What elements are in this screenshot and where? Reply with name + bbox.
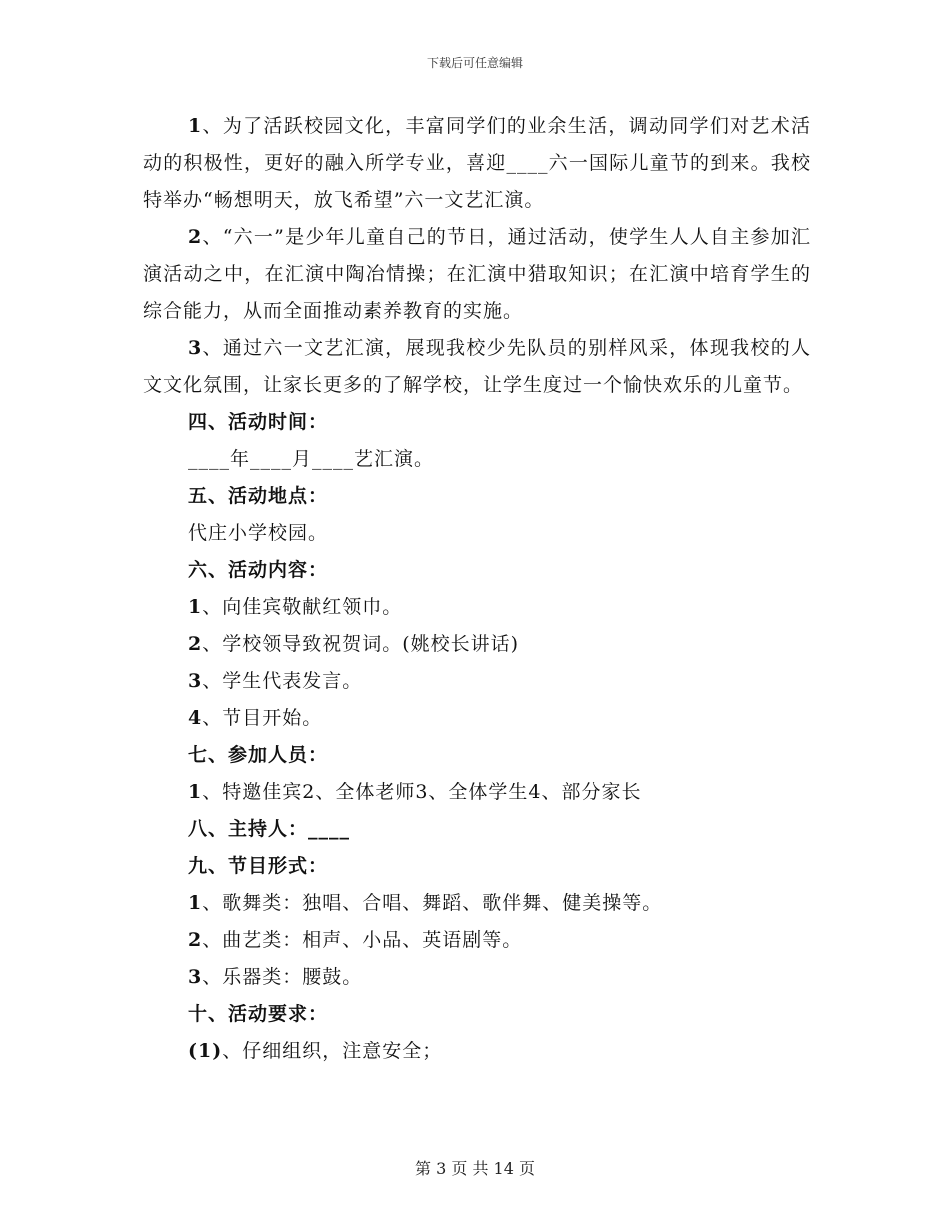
section-value-time: ____年____月____艺汇演。 <box>188 448 435 470</box>
item-text: 、特邀佳宾2、全体老师3、全体学生4、部分家长 <box>202 781 642 803</box>
item-number: (1) <box>188 1040 223 1062</box>
paragraph-number: 3 <box>188 337 203 359</box>
section-value-place: 代庄小学校园。 <box>188 522 329 544</box>
paragraph-number: 1 <box>188 115 203 137</box>
list-item <box>143 1033 811 1070</box>
item-number: 2 <box>188 633 203 655</box>
item-text: 、学校领导致祝贺词。(姚校长讲话) <box>202 633 520 655</box>
item-number: 4 <box>188 707 203 729</box>
item-text: 、节目开始。 <box>202 707 323 729</box>
paragraph-text: 、为了活跃校园文化，丰富同学们的业余生活，调动同学们对艺术活动的积极性，更好的融入所学专业，喜迎____六一国际儿童节的到来。我校特举办“畅想明天，放飞希望”六一文艺汇演。 <box>143 115 811 211</box>
item-number: 1 <box>188 892 203 914</box>
document-body <box>143 108 811 1070</box>
intro-paragraph-2 <box>143 219 811 330</box>
list-item <box>143 626 811 663</box>
list-item <box>143 700 811 737</box>
paragraph-number: 2 <box>188 226 203 248</box>
list-item <box>143 922 811 959</box>
intro-paragraph-3 <box>143 330 811 404</box>
paragraph-text: 、通过六一文艺汇演，展现我校少先队员的别样风采，体现我校的人文文化氛围，让家长更多的了解学校，让学生度过一个愉快欢乐的儿童节。 <box>143 337 811 396</box>
page-number-footer: 第 3 页 共 14 页 <box>415 1159 535 1178</box>
section-heading-time: 四、活动时间： <box>188 411 329 433</box>
list-item <box>143 663 811 700</box>
paragraph-text: 、“六一”是少年儿童自己的节日，通过活动，使学生人人自主参加汇演活动之中，在汇演中陶冶情操；在汇演中猎取知识；在汇演中培育学生的综合能力，从而全面推动素养教育的实施。 <box>143 226 811 322</box>
item-text: 、向佳宾敬献红领巾。 <box>202 596 403 618</box>
item-text: 、仔细组织，注意安全； <box>222 1040 443 1062</box>
section-heading-requirements: 十、活动要求： <box>188 1003 329 1025</box>
item-text: 、学生代表发言。 <box>202 670 363 692</box>
item-number: 1 <box>188 781 203 803</box>
list-item <box>143 959 811 996</box>
section-heading-participants: 七、参加人员： <box>188 744 329 766</box>
intro-paragraph-1 <box>143 108 811 219</box>
participants-line <box>143 774 811 811</box>
item-number: 3 <box>188 966 203 988</box>
item-number: 3 <box>188 670 203 692</box>
item-text: 、歌舞类：独唱、合唱、舞蹈、歌伴舞、健美操等。 <box>202 892 663 914</box>
list-item <box>143 589 811 626</box>
list-item <box>143 885 811 922</box>
section-heading-place: 五、活动地点： <box>188 485 329 507</box>
section-heading-host: 八、主持人：____ <box>188 818 351 840</box>
item-number: 2 <box>188 929 203 951</box>
item-text: 、乐器类：腰鼓。 <box>202 966 363 988</box>
item-number: 1 <box>188 596 203 618</box>
page-header-note: 下载后可任意编辑 <box>426 56 523 70</box>
item-text: 、曲艺类：相声、小品、英语剧等。 <box>202 929 523 951</box>
section-heading-forms: 九、节目形式： <box>188 855 329 877</box>
section-heading-content: 六、活动内容： <box>188 559 329 581</box>
